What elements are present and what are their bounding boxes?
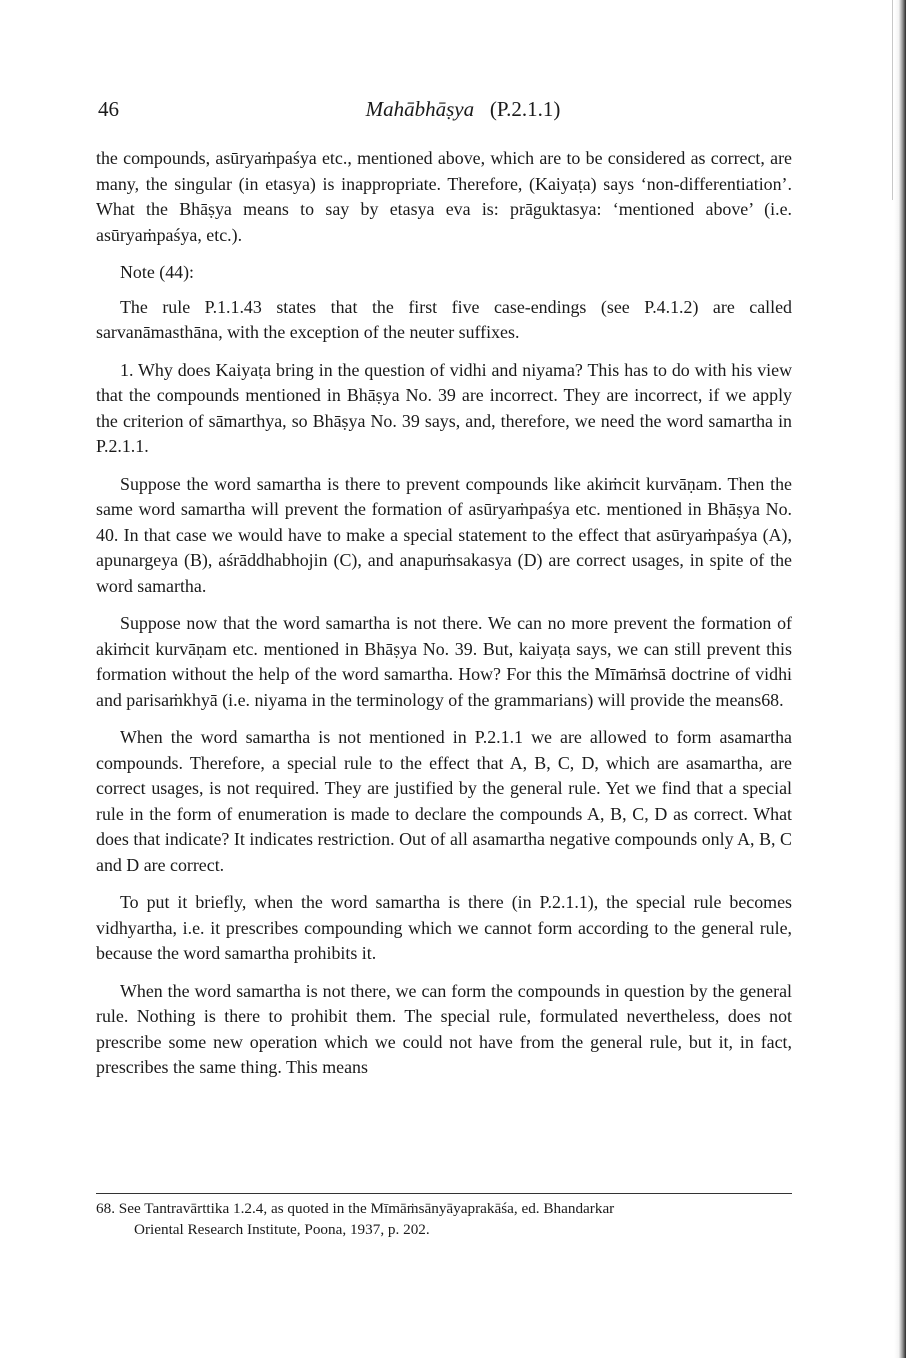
note-heading: Note (44):: [120, 262, 195, 282]
scan-binding-edge: [894, 0, 906, 1358]
footnote-68: [96, 1198, 792, 1240]
paragraph-suppose-not-there: Suppose now that the word samartha is not there. We can no more prevent the formation of akiṁcit kurvāṇam etc. mentioned in Bhāṣya No. 39. But, kaiyaṭa says, we can still prevent this formation without the help of the word samartha. How? For this the Mīmāṁsā doctrine of vidhi and parisaṁkhyā (i.e. niyama in the terminology of the grammarians) will provide the means68.: [96, 613, 792, 710]
footnote-divider: [96, 1193, 792, 1194]
paragraph-continuation: the compounds, asūryaṁpaśya etc., mentioned above, which are to be considered as correct, are many, the singular (in etasya) is inappropriate. Therefore, (Kaiyaṭa) says ‘non-differentiation’. What the Bhāṣya means to say by etasya eva is: prāguktasya: ‘mentioned above’ (i.e. asūryaṁpaśya, etc.).: [96, 148, 792, 245]
paragraph-when-not-mentioned: When the word samartha is not mentioned in P.2.1.1 we are allowed to form asamartha compounds. Therefore, a special rule to the effect that A, B, C, D, which are asamartha, are correct usages, is not required. They are justified by the general rule. Yet we find that a special rule in the form of enumeration is made to declare the compounds A, B, C, D as correct. What does that indicate? It indicates restriction. Out of all asamartha negative compounds only A, B, C and D are correct.: [96, 727, 792, 875]
footnote-text-line-1: See Tantravārttika 1.2.4, as quoted in the Mīmāṁsānyāyaprakāśa, ed. Bhandarkar: [118, 1200, 615, 1217]
running-head: [98, 97, 798, 122]
page-header: [98, 97, 798, 127]
page-number: 46: [98, 97, 119, 121]
running-head-reference-text: (P.2.1.1): [489, 97, 561, 121]
footnote-number: 68.: [96, 1200, 115, 1217]
paragraph-suppose-there: Suppose the word samartha is there to prevent compounds like akiṁcit kurvāṇam. Then the same word samartha will prevent the formation of asūryaṁpaśya etc. mentioned in Bhāṣya No. 40. In that case we would have to make a special statement to the effect that asūryaṁpaśya (A), apunargeya (B), aśrāddhabhojin (C), and anapuṁsakasya (D) are correct usages, in spite of the word samartha.: [96, 473, 792, 596]
paragraph-rule: The rule P.1.1.43 states that the first five case-endings (see P.4.1.2) are called sarvanāmasthāna, with the exception of the neuter suffixes.: [96, 296, 792, 342]
paragraph-briefly: To put it briefly, when the word samartha is there (in P.2.1.1), the special rule becomes vidhyartha, i.e. it prescribes compounding which we cannot form according to the general rule, because the word samartha prohibits it.: [96, 892, 792, 963]
paragraph-general-rule: When the word samartha is not there, we can form the compounds in question by the general rule. Nothing is there to prohibit them. The special rule, formulated nevertheless, does not prescribe some new operation which we could not have from the general rule, but it, in fact, prescribes the same thing. This means: [96, 980, 792, 1077]
scan-edge-line: [892, 0, 893, 200]
running-head-title: Mahābhāṣya: [365, 97, 475, 121]
body-text: [96, 146, 792, 1081]
running-head-reference: [479, 97, 560, 121]
footnote-text-line-2: Oriental Research Institute, Poona, 1937, p. 202.: [134, 1221, 430, 1238]
paragraph-point-1: 1. Why does Kaiyaṭa bring in the question of vidhi and niyama? This has to do with his view that the compounds mentioned in Bhāṣya No. 39 are incorrect. They are incorrect, if we apply the criterion of sāmarthya, so Bhāṣya No. 39 says, and, therefore, we need the word samartha in P.2.1.1.: [96, 359, 792, 456]
